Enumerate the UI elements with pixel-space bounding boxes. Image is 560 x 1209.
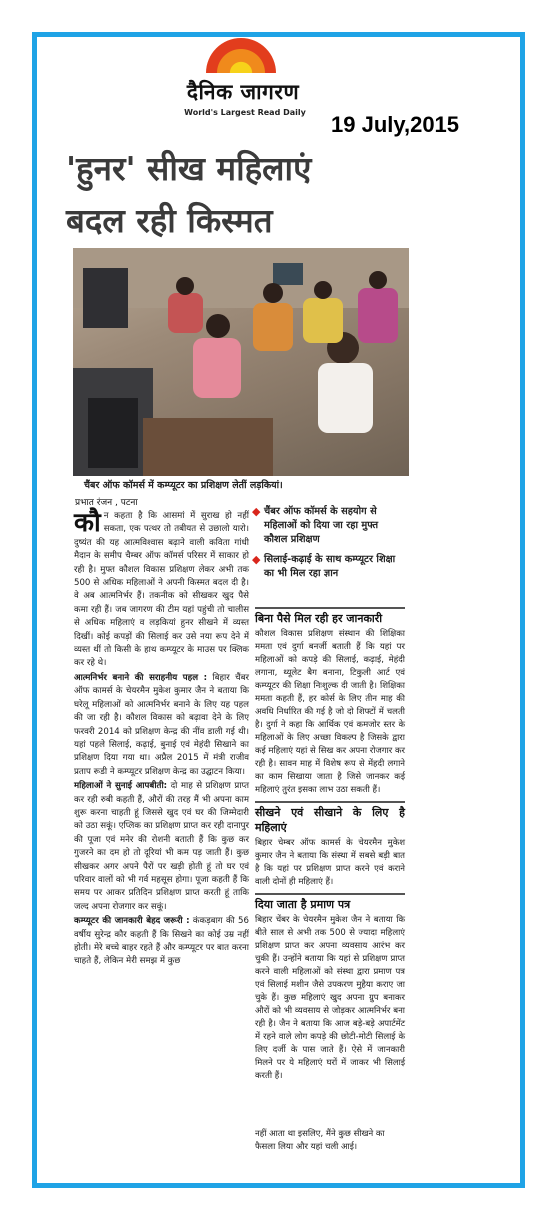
subheading-2: महिलाओं ने सुनाई आपबीती: [74,781,168,792]
highlight-bullets [252,505,402,587]
paragraph-4: कम्प्यूटर की जानकारी बेहद जरूरी : कंकड़बाग की 56 वर्षीय सुरेन्द्र कौर कहती हैं कि सिखने का कोई उम्र नहीं होती। मेरे बच्चे बाहर रहते हैं और कम्प्यूटर पर बात करना चाहते हैं, लेकिन मेरी समझ में कुछ [74,916,249,967]
right-paragraph-1: कौशल विकास प्रशिक्षण संस्थान की शिक्षिका ममता एवं दुर्गा बनर्जी बताती हैं कि यहां पर महिलाओं को कपड़े की सिलाई, कढ़ाई, मेहंदी लगाना, थ्यूलेट बैग बनाना, टिकुली आर्ट एवं कम्प्यूटर की शिक्षा निःशुल्क दी जाती है। शिक्षिका ममता कहती हैं, हर कोर्स के लिए तीन माह की अवधि निर्धारित की गई है जो दो शिफ्टों में चलती है। दुर्गा ने कहा कि आर्थिक एवं कमजोर स्तर के महिलाओं के लिए अच्छा विकल्प है जिसके द्वारा कई महिलाएं यहां से सिख कर अपना रोजगार कर रही है। सावन माह में विशेष रूप से मेंहदी लगाने का काम सिखाया जाता है जिसे जानकर कई महिलाएं तुरंत इसका लाभ उठा सकती हैं। [255,629,405,795]
drop-cap: कौ [74,508,101,538]
left-column [74,510,249,970]
article-photo [73,248,409,476]
subheading-3: कम्प्यूटर की जानकारी बेहद जरूरी : [74,916,190,927]
right-paragraph-2: बिहार चेम्बर ऑफ कामर्स के चेयरमैन मुकेश कुमार जैन ने बताया कि संस्था में सबसे बड़ी बात है कि यहां पर प्रशिक्षण प्राप्त करने एवं कराने वाली दोनों ही महिलाएं हैं। [255,838,405,887]
paragraph-2: आत्मनिर्भर बनाने की सराहनीय पहल : बिहार चैंबर ऑफ कामर्स के चेयरमैन मुकेश कुमार जैन ने बताया कि घरेलू महिलाओं को आत्मनिर्भर बनाने के लिए यह पहल की जा रही है। कौशल विकास को बढ़ावा देने के लिए फरवरी 2014 को प्रशिक्षण केन्द्र की नींव डाली गई थी। यहां पहले सिलाई, कढ़ाई, बुनाई एवं मेहंदी सिखाने का प्रशिक्षण दिया गया था। अप्रैल 2015 में मंत्री राजीव प्रताप रूडी ने कम्प्यूटर प्रशिक्षण केन्द्र का उद्घाटन किया। [74,672,249,777]
bullet-2: ◆ सिलाई-कढ़ाई के साथ कम्प्यूटर शिक्षा का भी मिल रहा ज्ञान [252,553,396,579]
paragraph-3: महिलाओं ने सुनाई आपबीती: दो माह से प्रशिक्षण प्राप्त कर रही रुबी कहती हैं, औरों की तरह मैं भी अपना काम शुरू करना चाहती हूं जिससे खुद एवं घर की जिम्मेदारी को उठा सकूं। एप्लिक का प्रशिक्षण प्राप्त कर रही दानापुर की पूजा एवं मनेर की रोशनी बताती हैं कि कुछ कर गुजरने का दम हो तो दूरियां भी कम पड़ जाती हैं। कुछ सीखकर अगर अपने पैरों पर खड़ी होती हूं तो घर एवं परिवार वालों को भी गर्व महसूस होगा। पूजा कहती हैं कि समय पर आकर प्रतिदिन प्रशिक्षण प्राप्त करती हूं ताकि जल्द अपना रोजगार कर सकूं। [74,781,249,912]
headline [66,143,406,247]
right-heading-3: दिया जाता है प्रमाण पत्र [255,893,405,912]
right-paragraph-3: बिहार चेंबर के चेयरमैन मुकेश जैन ने बताया कि बीते साल से अभी तक 500 से ज्यादा महिलाएं प्रशिक्षण प्राप्त कर अपना व्यवसाय आरंभ कर चुकी हैं। उन्होंने बताया कि यहां से प्रशिक्षण प्राप्त करने वाली महिलाओं को संस्था द्वारा प्रमाण पत्र एवं सिलाई मशीन जैसे उपकरण मुहैया कराए जा चुके हैं। कुछ महिलाएं खुद अपना ग्रुप बनाकर औरों को भी व्यवसाय से जोड़कर आत्मनिर्भर बना रही है। जैन ने बताया कि आज बड़े-बड़े अपार्टमेंट में रहने वाले लोग कपड़े की छोटी-मोटी सिलाई के लिए दर्जी के पास जाते हैं। ऐसे में जानकारी मिलने पर ये महिलाएं घरों में जाकर भी सिलाई करती हैं। [255,915,405,1081]
right-heading-2: सीखने एवं सीखाने के लिए है महिलाएं [255,801,405,835]
sun-logo-icon [206,38,276,73]
bullet-1: ◆ चैंबर ऑफ कॉमर्स के सहयोग से महिलाओं को दिया जा रहा मुफ्त कौशल प्रशिक्षण [252,505,379,545]
headline-line-1: 'हुनर' सीख महिलाएं [66,149,312,188]
masthead-title: दैनिक जागरण [186,80,300,104]
subheading-1: आत्मनिर्भर बनाने की सराहनीय पहल : [74,672,208,683]
paragraph-1: कौन कहता है कि आसमां में सुराख हो नहीं सकता, एक पत्थर तो तबीयत से उछालो यारो। दुष्यंत की यह आत्मविश्वास बढ़ाने वाली कविता गांधी मैदान के समीप चैम्बर ऑफ कॉमर्स परिसर में साकार हो रही है। मुफ्त कौशल विकास प्रशिक्षण लेकर अभी तक 500 से अधिक महिलाओं ने अपनी किस्मत बदल दी है। वे अब आत्मनिर्भर हैं। तकनीक को सीखकर खुद पैसे कमा रही हैं। जब जागरण की टीम यहां पहुंची तो चालीस से अधिक महिलाएं व लड़कियां हुनर सीखने में व्यस्त दिखीं। कोई कपड़ों की सिलाई कर उसे नया रूप देने में व्यस्त थीं तो किसी के हाथ कम्प्यूटर के माउस पर क्लिक कर रहे थे। [74,508,249,669]
publication-date: 19 July,2015 [331,112,460,137]
byline: प्रभात रंजन , पटना [75,498,138,508]
right-heading-1: बिना पैसे मिल रही हर जानकारी [255,607,405,626]
photo-caption: चैंबर ऑफ कॉमर्स में कम्प्यूटर का प्रशिक्षण लेतीं लड़कियां। [84,480,283,491]
right-column [255,603,405,1086]
masthead-tagline: World's Largest Read Daily [184,108,306,117]
continuation-text: नहीं आता था इसलिए, मैंने कुछ सीखने का फैसला लिया और यहां चली आई। [255,1129,385,1152]
diamond-bullet-icon: ◆ [252,505,261,518]
newspaper-logo [168,38,318,128]
diamond-bullet-icon: ◆ [252,553,261,566]
headline-line-2: बदल रही किस्मत [66,201,273,240]
